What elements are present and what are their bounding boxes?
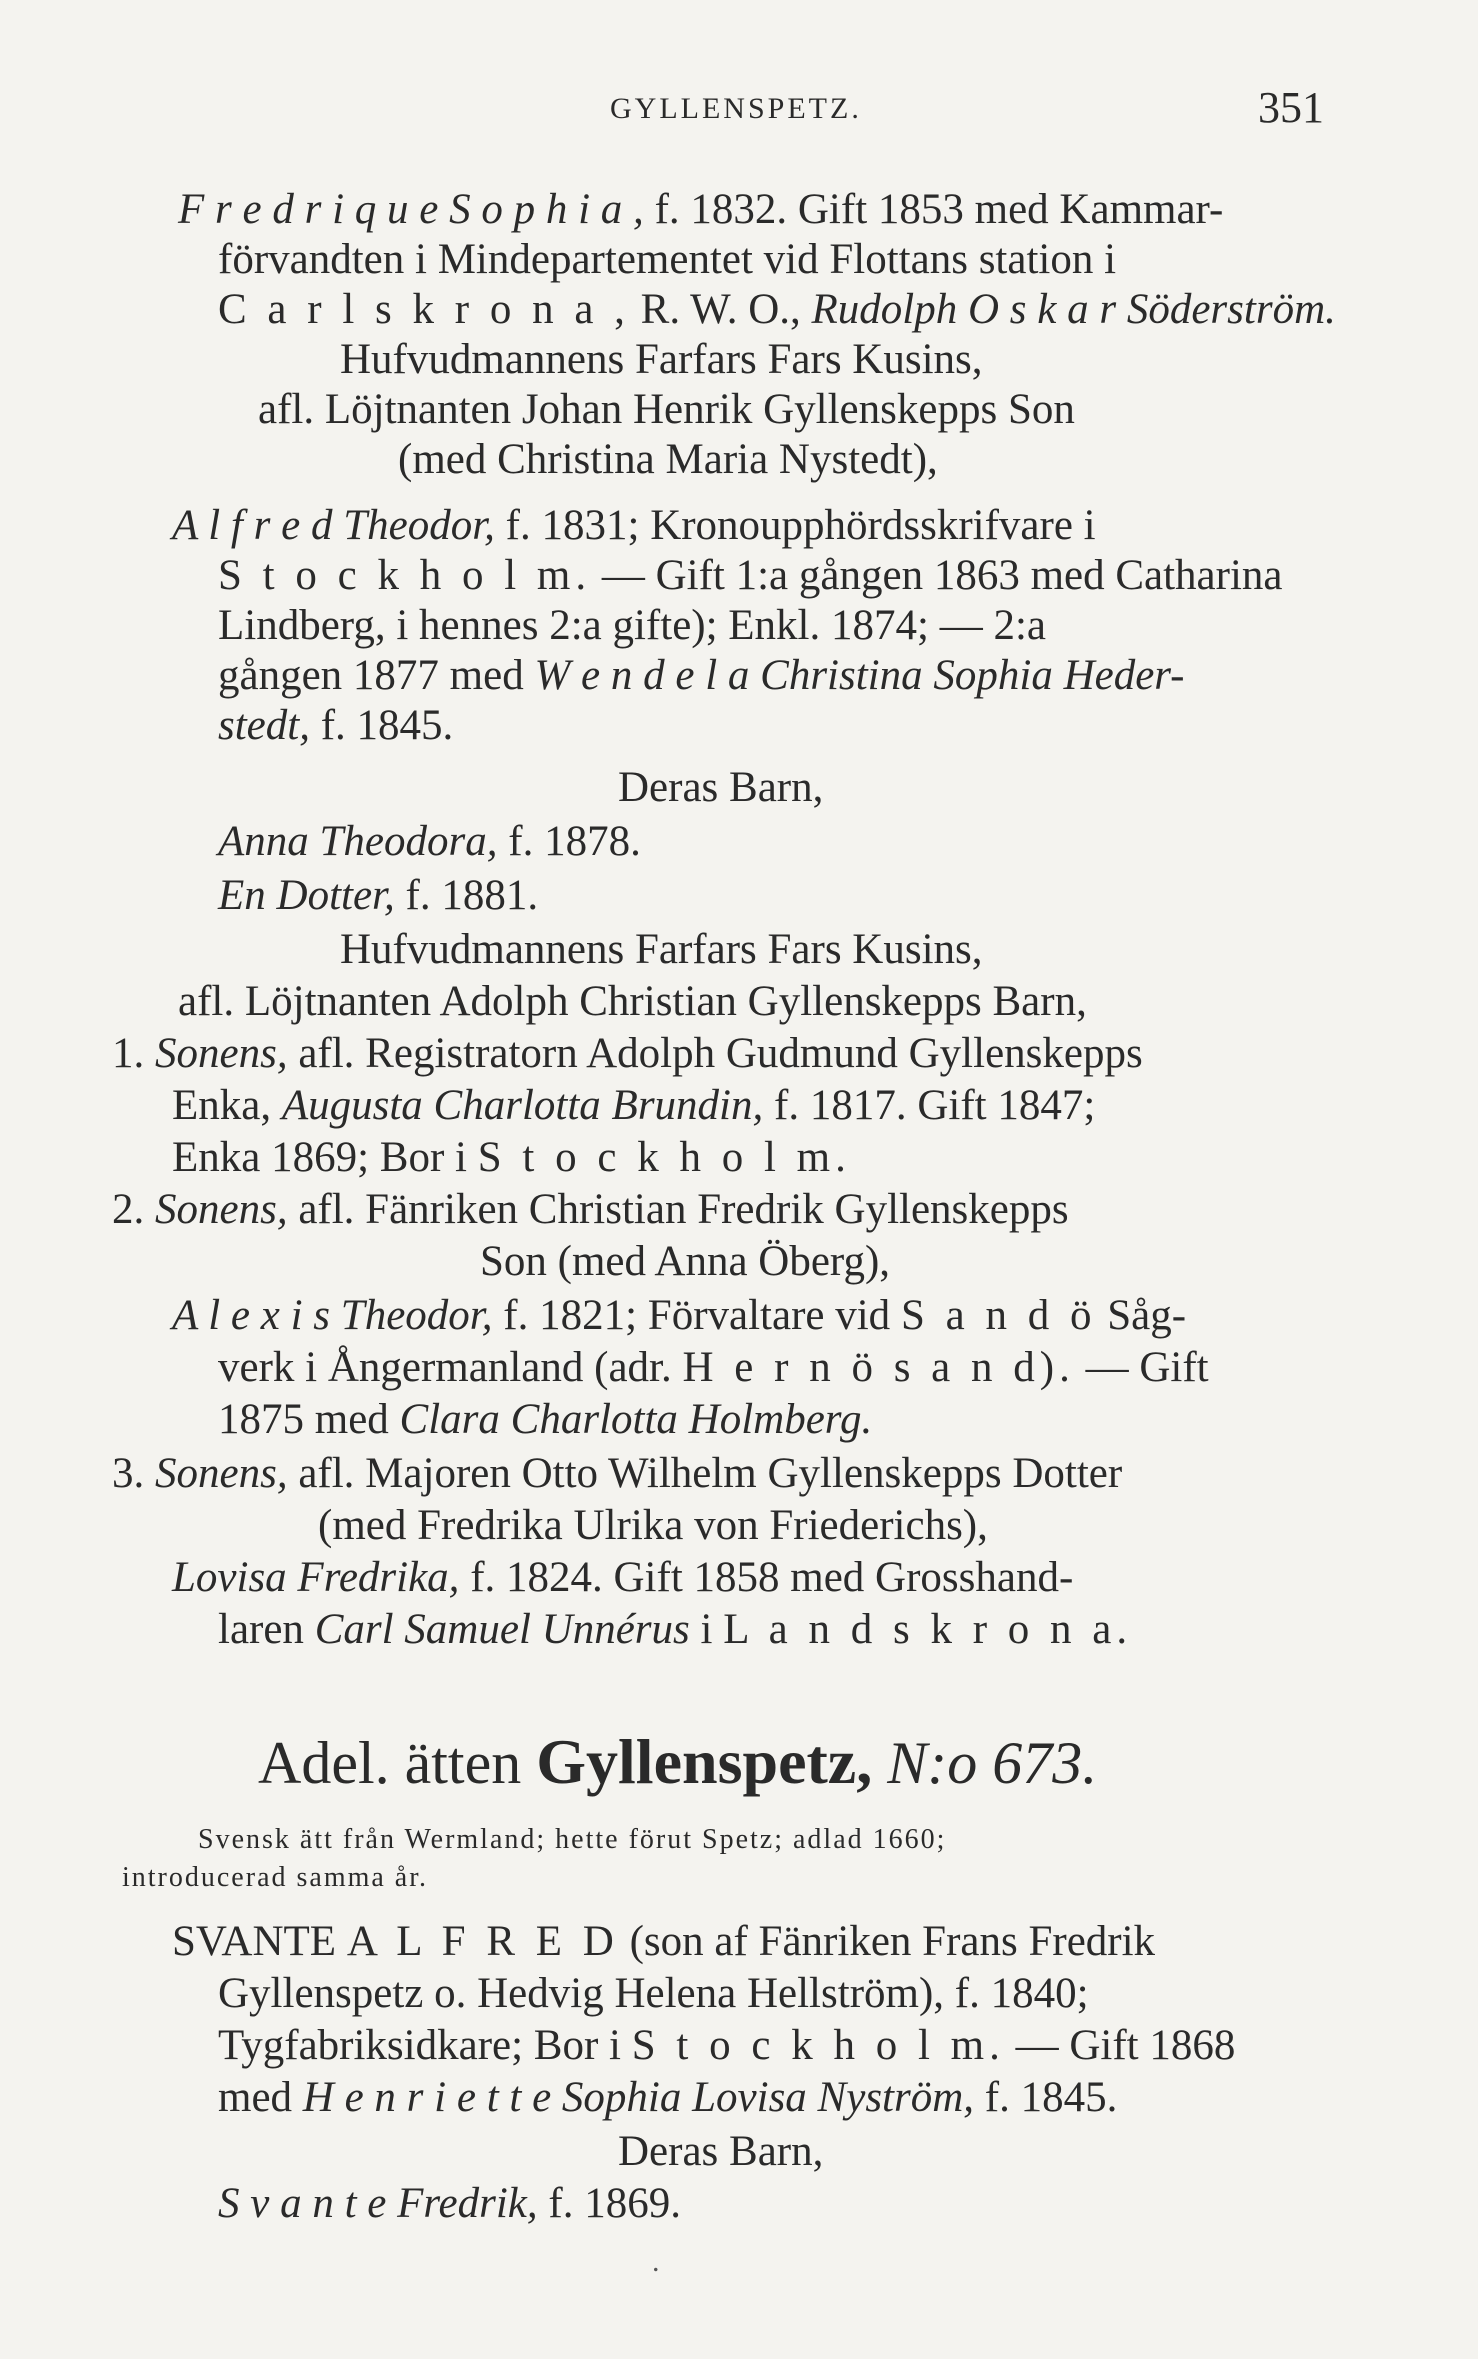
text-line: Hufvudmannens Farfars Fars Kusins, bbox=[340, 336, 983, 383]
text-line: verk i Ångermanland (adr. H e r n ö s a n d). — Gift bbox=[218, 1344, 1209, 1391]
page-number: 351 bbox=[1258, 83, 1324, 132]
text-line: Gyllenspetz o. Hedvig Helena Hellström), f. 1840; bbox=[218, 1970, 1089, 2017]
section-intro: introducerad samma år. bbox=[122, 1862, 429, 1893]
text-line: med H e n r i e t t e Sophia Lovisa Nyström, f. 1845. bbox=[218, 2074, 1118, 2121]
text-line: 1. Sonens, afl. Registratorn Adolph Gudmund Gyllenskepps bbox=[112, 1030, 1143, 1077]
text-line: C a r l s k r o n a , R. W. O., Rudolph O s k a r Söderström. bbox=[218, 286, 1336, 333]
text-line: 2. Sonens, afl. Fänriken Christian Fredrik Gyllenskepps bbox=[112, 1186, 1069, 1233]
text-line: 1875 med Clara Charlotta Holmberg. bbox=[218, 1396, 873, 1443]
section-intro: Svensk ätt från Wermland; hette förut Spetz; adlad 1660; bbox=[198, 1824, 947, 1855]
text-line: Hufvudmannens Farfars Fars Kusins, bbox=[340, 926, 983, 973]
text-line: A l e x i s Theodor, f. 1821; Förvaltare vid S a n d ö Såg- bbox=[172, 1292, 1187, 1339]
text-line: SVANTE A L F R E D (son af Fänriken Frans Fredrik bbox=[172, 1918, 1156, 1965]
text-line: afl. Löjtnanten Adolph Christian Gyllenskepps Barn, bbox=[178, 978, 1087, 1025]
text-line: Lovisa Fredrika, f. 1824. Gift 1858 med Grosshand- bbox=[172, 1554, 1074, 1601]
text-line: (med Fredrika Ulrika von Friederichs), bbox=[318, 1502, 988, 1549]
text-line: stedt, f. 1845. bbox=[218, 702, 454, 749]
text-line: Lindberg, i hennes 2:a gifte); Enkl. 1874; — 2:a bbox=[218, 602, 1046, 649]
text-line: F r e d r i q u e S o p h i a , f. 1832. Gift 1853 med Kammar- bbox=[178, 186, 1224, 233]
text-line: S t o c k h o l m. — Gift 1:a gången 1863 med Catharina bbox=[218, 552, 1283, 599]
text-line: Tygfabriksidkare; Bor i S t o c k h o l m. — Gift 1868 bbox=[218, 2022, 1236, 2069]
text-line: laren Carl Samuel Unnérus i L a n d s k r o n a. bbox=[218, 1606, 1133, 1653]
section-heading: Adel. ätten Gyllenspetz, N:o 673. bbox=[258, 1726, 1098, 1797]
footer-mark: . bbox=[652, 2245, 660, 2278]
text-line: gången 1877 med W e n d e l a Christina Sophia Heder- bbox=[218, 652, 1185, 699]
text-line: 3. Sonens, afl. Majoren Otto Wilhelm Gyllenskepps Dotter bbox=[112, 1450, 1123, 1497]
text-line: Son (med Anna Öberg), bbox=[480, 1238, 891, 1285]
text-line: En Dotter, f. 1881. bbox=[218, 872, 539, 919]
text-line: Enka 1869; Bor i S t o c k h o l m. bbox=[172, 1134, 851, 1181]
text-line: förvandten i Mindepartementet vid Flottans station i bbox=[218, 236, 1117, 283]
text-line: Enka, Augusta Charlotta Brundin, f. 1817. Gift 1847; bbox=[172, 1082, 1096, 1129]
text-line: Deras Barn, bbox=[618, 2128, 824, 2175]
text-line: A l f r e d Theodor, f. 1831; Kronoupphördsskrifvare i bbox=[172, 502, 1096, 549]
text-line: Deras Barn, bbox=[618, 764, 824, 811]
text-line: afl. Löjtnanten Johan Henrik Gyllenskepps Son bbox=[258, 386, 1075, 433]
text-line: Anna Theodora, f. 1878. bbox=[218, 818, 641, 865]
text-line: S v a n t e Fredrik, f. 1869. bbox=[218, 2180, 681, 2227]
running-header: GYLLENSPETZ. bbox=[610, 92, 862, 125]
text-line: (med Christina Maria Nystedt), bbox=[398, 436, 938, 483]
